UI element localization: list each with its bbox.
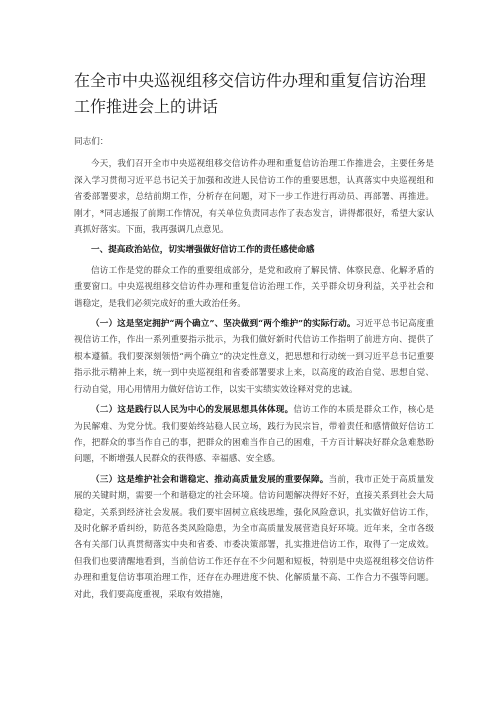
- salutation: 同志们：: [74, 137, 109, 147]
- document-title: 在全市中央巡视组移交信访件办理和重复信访治理工作推进会上的讲话: [74, 71, 427, 116]
- point-1-lead: （一）这是坚定拥护“两个确立”、坚决做到“两个维护”的实际行动。: [91, 319, 356, 330]
- point-2-lead: （二）这是践行以人民为中心的发展思想具体体现。: [91, 405, 294, 416]
- section-1-paragraph: 信访工作是党的群众工作的重要组成部分，是党和政府了解民情、体察民意、化解矛盾的重要窗口。中央巡视组移交信访件办理和重复信访治理工作，关乎群众切身利益，关乎社会和谐稳定，是我们必须完成好的重大政治任务。: [74, 265, 434, 309]
- point-1-paragraph: [74, 316, 434, 398]
- section-1-heading: 一、提高政治站位，切实增强做好信访工作的责任感使命感: [91, 245, 315, 256]
- point-3-paragraph: [74, 472, 434, 603]
- point-2-body: 信访工作的本质是群众工作，核心是为民解难、为党分忧。我们要始终站稳人民立场，践行为民宗旨，带着责任和感情做好信访工作，把群众的事当作自己的事，把群众的困难当作自己的困难，千方百计解决好群众急难愁盼问题，不断增强人民群众的获得感、幸福感、安全感。: [74, 405, 434, 465]
- point-1-body: 习近平总书记高度重视信访工作，作出一系列重要指示批示，为我们做好新时代信访工作指明了前进方向、提供了根本遵循。我们要深刻领悟“两个确立”的决定性意义，把思想和行动统一到习近平总书记重要指示批示精神上来，统一到中央巡视组和省委部署要求上来，以高度的政治自觉、思想自觉、行动自觉，用心用情用力做好信访工作，以实干实绩实效诠释对党的忠诚。: [74, 319, 434, 395]
- point-3-lead: （三）这是维护社会和谐稳定、推动高质量发展的重要保障。: [91, 474, 329, 485]
- point-2-paragraph: [74, 402, 434, 468]
- document-body: [74, 134, 434, 603]
- point-3-body: 当前，我市正处于高质量发展的关键时期，需要一个和谐稳定的社会环境。信访问题解决得好不好，直接关系到社会大局稳定，关系到经济社会发展。我们要牢固树立底线思维，强化风险意识，扎实做好信访工作，及时化解矛盾纠纷，防范各类风险隐患，为全市高质量发展营造良好环境。近年来，全市各级各有关部门认真贯彻落实中央和省委、市委决策部署，扎实推进信访工作，取得了一定成效。但我们也要清醒地看到，当前信访工作还存在不少问题和短板，特别是中央巡视组移交信访件办理和重复信访事项治理工作，还存在办理进度不快、化解质量不高、工作合力不强等问题。对此，我们要高度重视，采取有效措施，: [74, 474, 434, 600]
- intro-paragraph: 今天，我们召开全市中央巡视组移交信访件办理和重复信访治理工作推进会，主要任务是深入学习贯彻习近平总书记关于加强和改进人民信访工作的重要思想，认真落实中央巡视组和省委部署要求，总结前期工作，分析存在问题，对下一步工作进行再动员、再部署、再推进。刚才，*同志通报了前期工作情况，有关单位负责同志作了表态发言，讲得都很好，希望大家认真抓好落实。下面，我再强调几点意见。: [74, 159, 434, 236]
